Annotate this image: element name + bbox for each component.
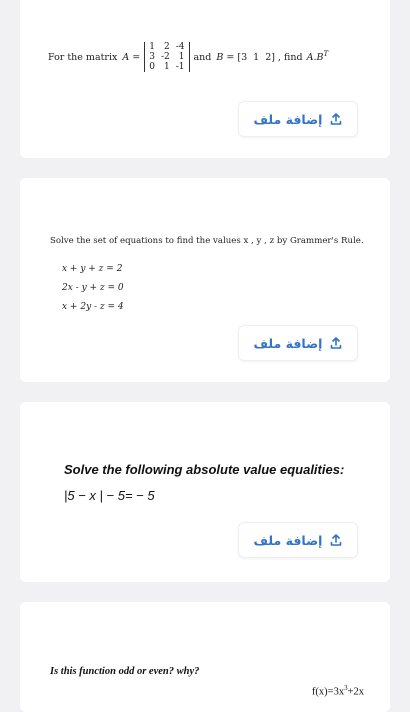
matrix-cell: 2 [163,42,170,52]
equation: 2x - y + z = 0 [62,283,124,293]
equation: x + 2y - z = 4 [62,302,124,312]
matrix-a-label: A = [122,51,141,63]
and-text: and [193,51,212,63]
question-card-1 [20,0,390,158]
matrix-cell: -1 [175,62,185,72]
vector-cell: 3 [241,51,248,63]
upload-arrow-icon [330,337,342,349]
upload-arrow-icon [330,534,342,546]
add-file-label: إضافة ملف [253,532,323,548]
add-file-button[interactable] [238,522,358,558]
matrix-question [48,42,328,72]
matrix-cell: -4 [175,42,185,52]
matrix-cell: 1 [178,52,185,62]
vector-cell: 2 [265,51,272,63]
matrix-b-label: B = [216,51,235,63]
question-card-2 [20,178,390,382]
function-base: f(x)=3x [311,686,345,698]
matrix-cell: 1 [149,42,155,52]
question-text: Is this function odd or even? why? [50,666,200,677]
add-file-label: إضافة ملف [253,111,323,127]
function-expression [312,684,364,698]
upload-arrow-icon [330,113,342,125]
target-base: A.B [306,52,324,64]
transpose-sup: T [323,50,329,59]
matrix-cell: 3 [149,52,155,62]
equation: |5 − x | − 5= − 5 [64,488,155,503]
equation-list [62,260,124,317]
equation: x + y + z = 2 [62,264,123,274]
find-text: , find [278,51,303,63]
add-file-button[interactable] [238,101,358,137]
matrix-cell: 0 [149,62,155,72]
function-tail: +2x [347,686,364,698]
question-card-4 [20,602,390,712]
add-file-label: إضافة ملف [253,335,323,351]
question-text: For the matrix [48,51,118,63]
target-expression [307,50,329,63]
matrix-cell: 1 [163,62,170,72]
question-card-3 [20,402,390,582]
matrix-a [144,42,189,72]
add-file-button[interactable] [238,325,358,361]
matrix-cell: -2 [160,52,170,62]
vector-cell: 1 [253,51,260,63]
function-exponent: 3 [344,684,348,692]
matrix-b: [3 1 2] [237,51,276,63]
question-text: Solve the set of equations to find the values x , y , z by Grammer's Rule. [50,236,364,246]
question-text: Solve the following absolute value equalities: [64,462,345,477]
